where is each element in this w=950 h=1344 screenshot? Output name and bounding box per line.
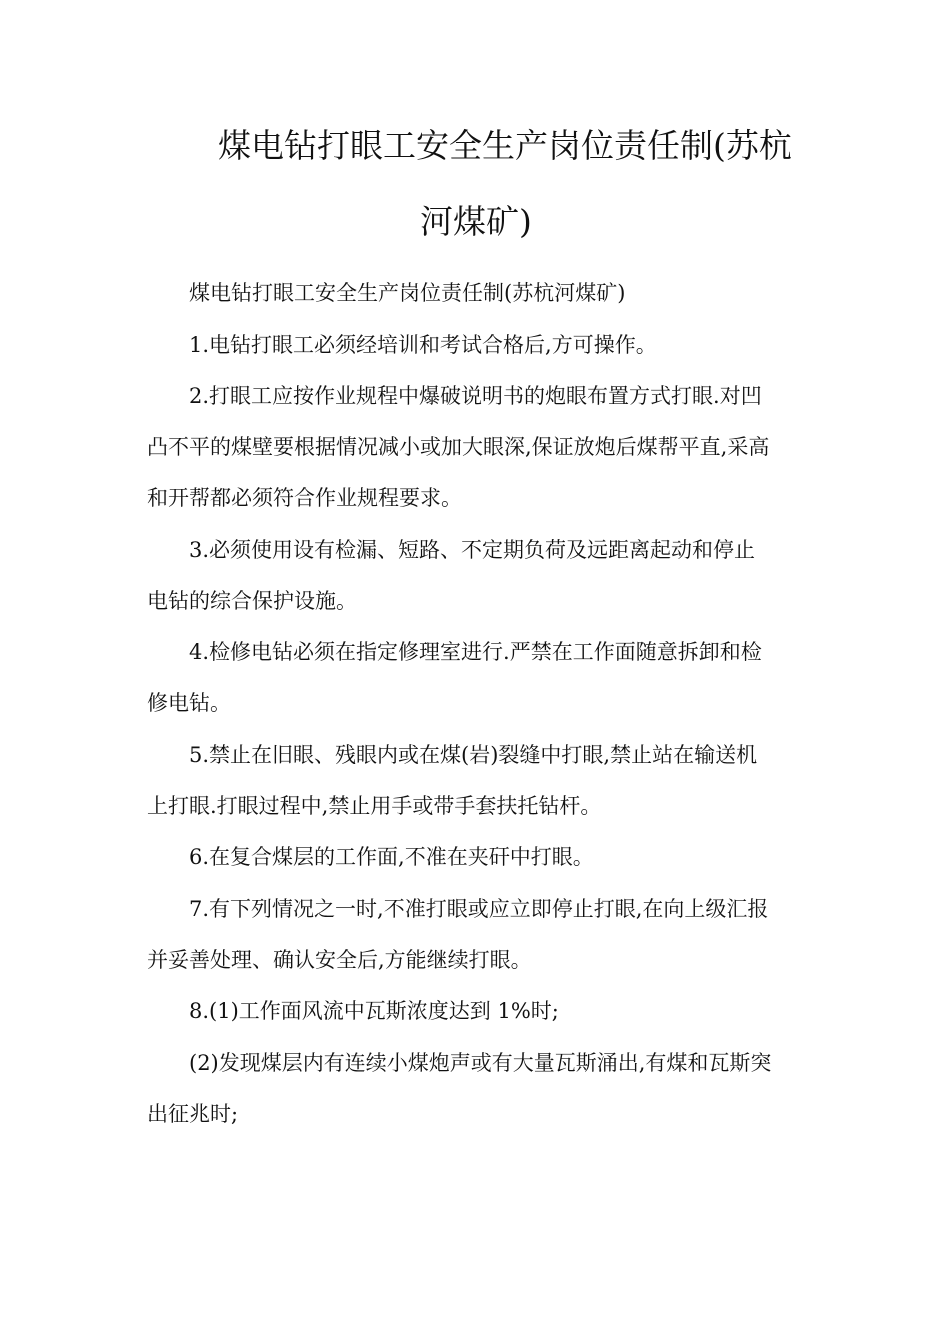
text-line: 修电钻。 bbox=[147, 691, 231, 715]
text-line: 4.检修电钻必须在指定修理室进行.严禁在工作面随意拆卸和检 bbox=[189, 640, 762, 664]
text-line: 2.打眼工应按作业规程中爆破说明书的炮眼布置方式打眼.对凹 bbox=[189, 384, 762, 408]
text-line: 8.(1)工作面风流中瓦斯浓度达到 1%时; bbox=[189, 999, 559, 1023]
text-line: 凸不平的煤壁要根据情况减小或加大眼深,保证放炮后煤帮平直,采高 bbox=[147, 435, 770, 459]
text-line: 5.禁止在旧眼、残眼内或在煤(岩)裂缝中打眼,禁止站在输送机 bbox=[189, 743, 758, 767]
text-line: 出征兆时; bbox=[147, 1102, 239, 1126]
document-title-line-2: 河煤矿) bbox=[420, 202, 532, 241]
text-line: (2)发现煤层内有连续小煤炮声或有大量瓦斯涌出,有煤和瓦斯突 bbox=[189, 1051, 772, 1075]
document-title-line-1: 煤电钻打眼工安全生产岗位责任制(苏杭 bbox=[218, 126, 792, 165]
text-line: 6.在复合煤层的工作面,不准在夹矸中打眼。 bbox=[189, 845, 594, 869]
text-line: 1.电钻打眼工必须经培训和考试合格后,方可操作。 bbox=[189, 333, 657, 357]
text-line: 和开帮都必须符合作业规程要求。 bbox=[147, 486, 462, 510]
text-line: 7.有下列情况之一时,不准打眼或应立即停止打眼,在向上级汇报 bbox=[189, 897, 769, 921]
text-line: 上打眼.打眼过程中,禁止用手或带手套扶托钻杆。 bbox=[147, 794, 602, 818]
paragraph-heading: 煤电钻打眼工安全生产岗位责任制(苏杭河煤矿) bbox=[189, 281, 626, 305]
text-line: 3.必须使用设有检漏、短路、不定期负荷及远距离起动和停止 bbox=[189, 538, 756, 562]
text-line: 并妥善处理、确认安全后,方能继续打眼。 bbox=[147, 948, 532, 972]
text-line: 电钻的综合保护设施。 bbox=[147, 589, 357, 613]
